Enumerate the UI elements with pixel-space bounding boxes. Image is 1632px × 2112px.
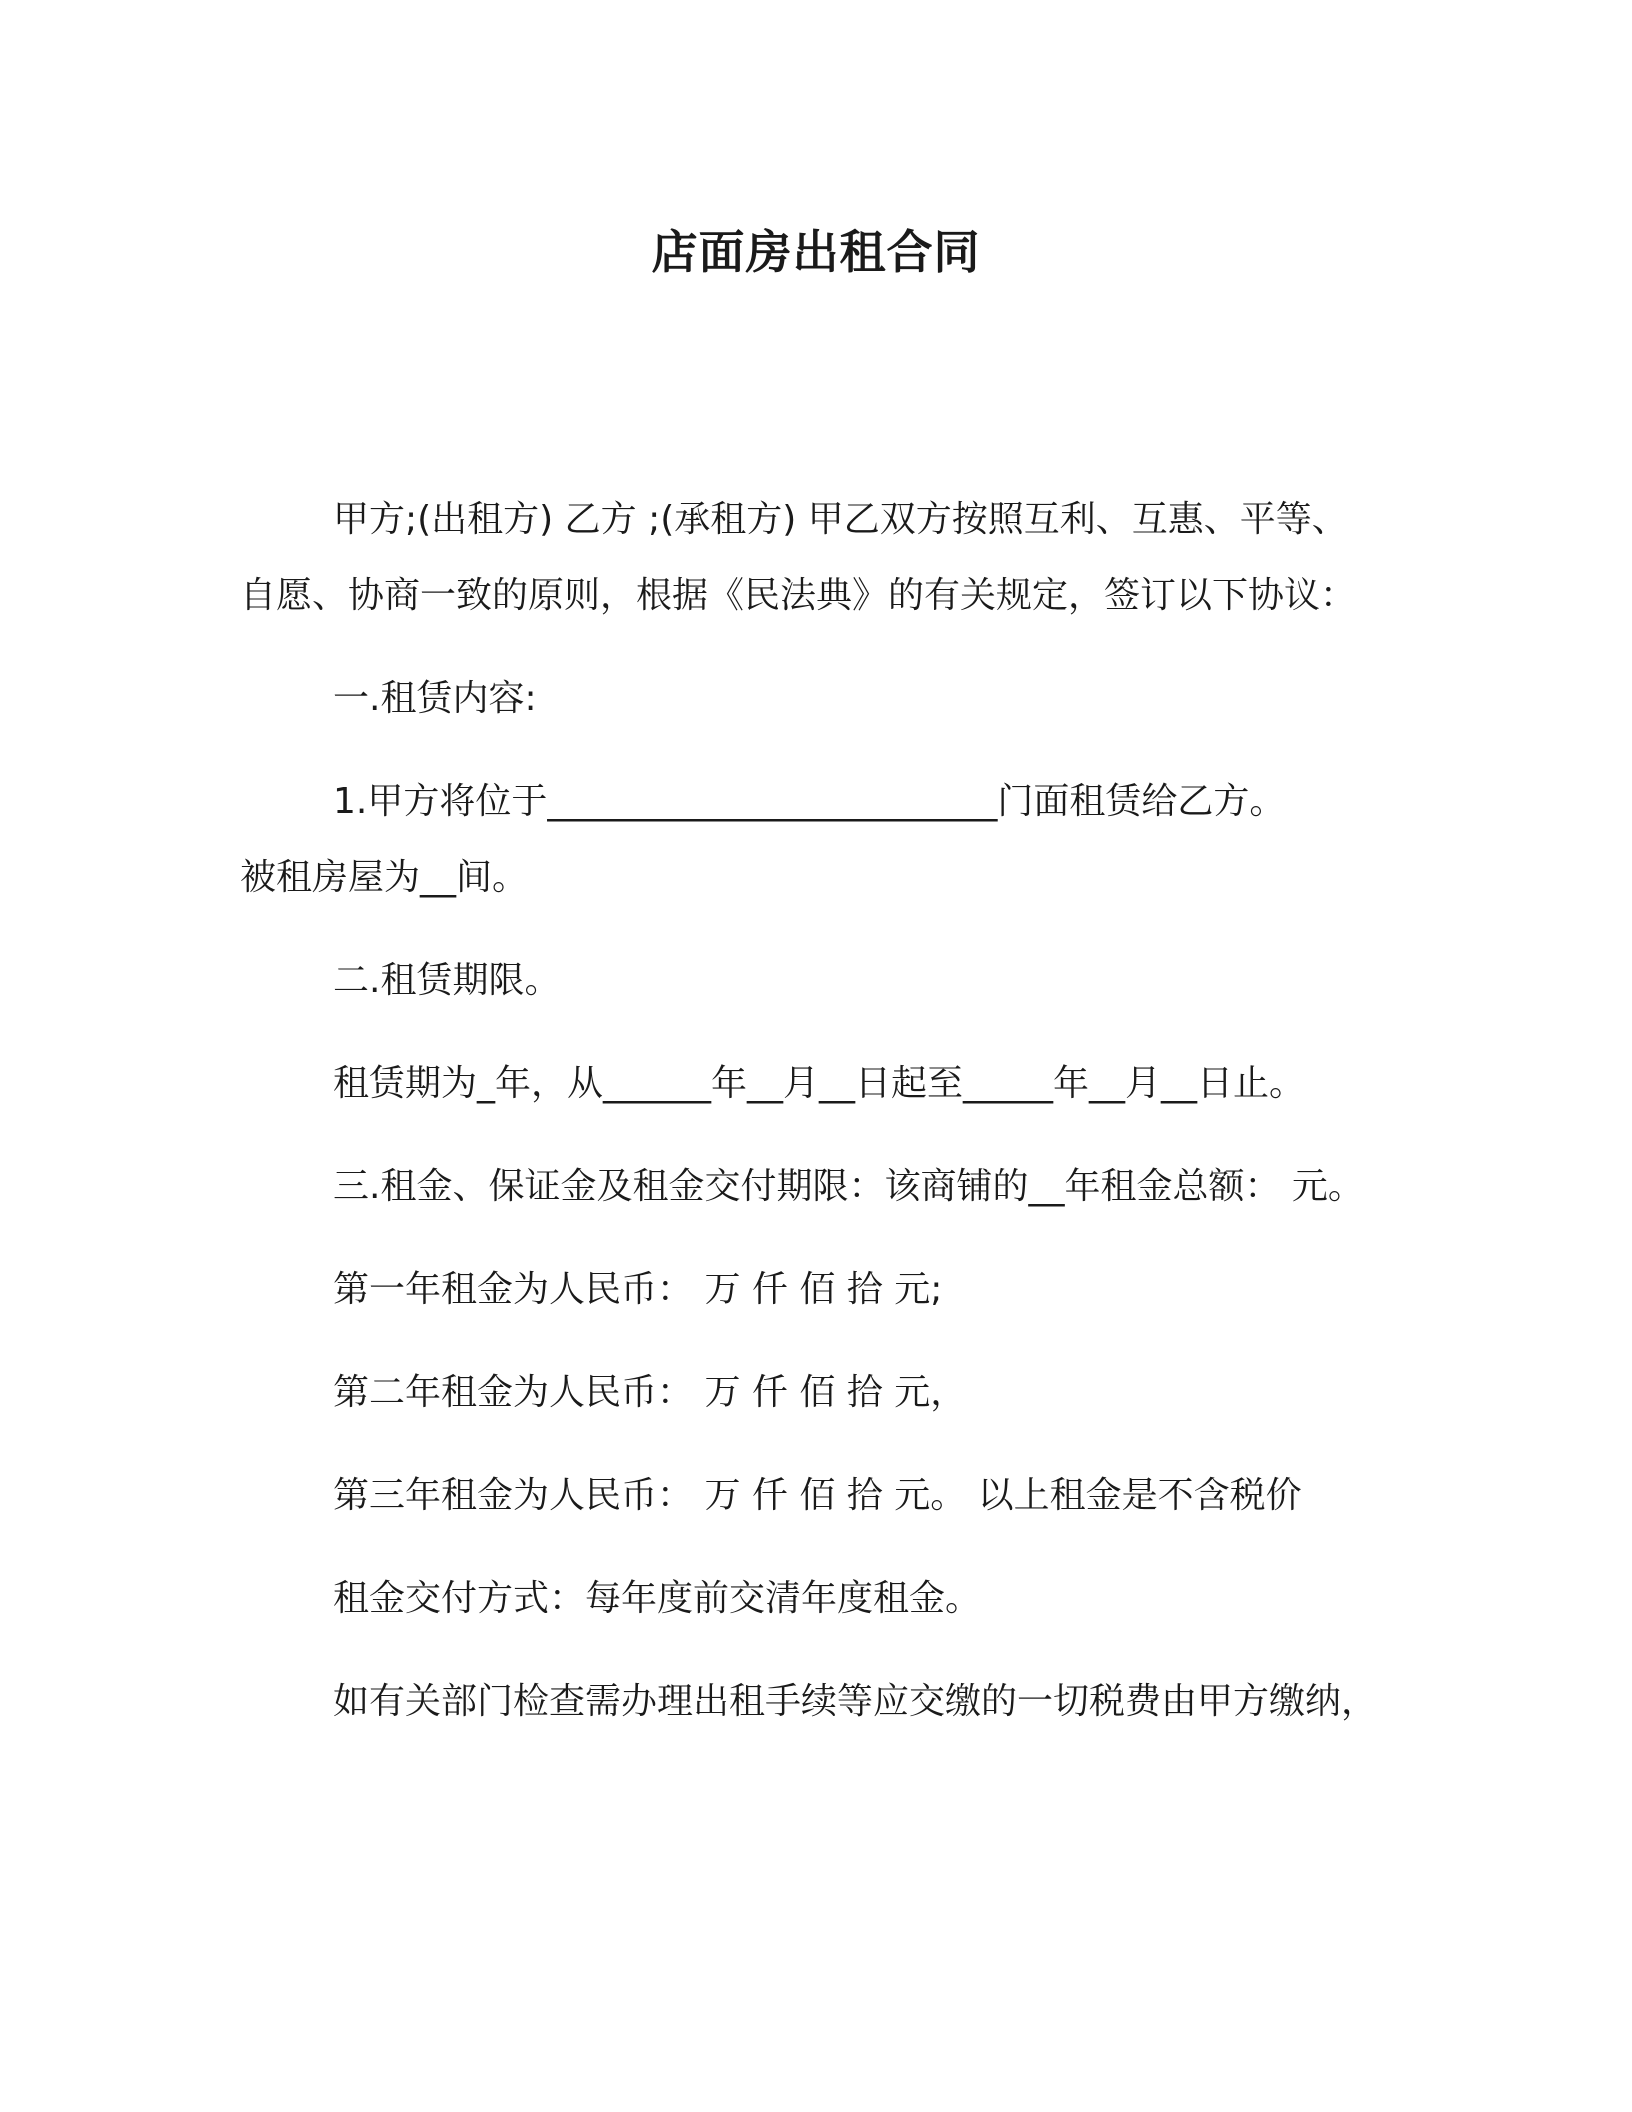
paragraph-line: 第三年租金为人民币： 万 仟 佰 拾 元。 以上租金是不含税价	[333, 1475, 1302, 1516]
section-heading: 三.租金、保证金及租金交付期限：该商铺的__年租金总额： 元。	[333, 1166, 1364, 1207]
paragraph-line: 第一年租金为人民币： 万 仟 佰 拾 元;	[333, 1269, 943, 1310]
document-title: 店面房出租合同	[651, 225, 981, 279]
section-heading: 二.租赁期限。	[333, 960, 561, 1001]
paragraph-line: 如有关部门检查需办理出租手续等应交缴的一切税费由甲方缴纳，	[333, 1681, 1378, 1722]
paragraph-line: 第二年租金为人民币： 万 仟 佰 拾 元，	[333, 1372, 967, 1413]
paragraph-line: 租金交付方式：每年度前交清年度租金。	[333, 1578, 982, 1619]
paragraph-line: 租赁期为_年，从______年__月__日起至_____年__月__日止。	[333, 1063, 1306, 1104]
paragraph-line: 自愿、协商一致的原则，根据《民法典》的有关规定，签订以下协议：	[240, 575, 1357, 616]
paragraph-line: 被租房屋为__间。	[240, 857, 529, 898]
paragraph-line: 甲方;(出租方) 乙方 ;(承租方) 甲乙双方按照互利、互惠、平等、	[333, 499, 1348, 540]
section-heading: 一.租赁内容:	[333, 678, 537, 719]
paragraph-line: 1.甲方将位于_________________________门面租赁给乙方。	[333, 781, 1286, 822]
